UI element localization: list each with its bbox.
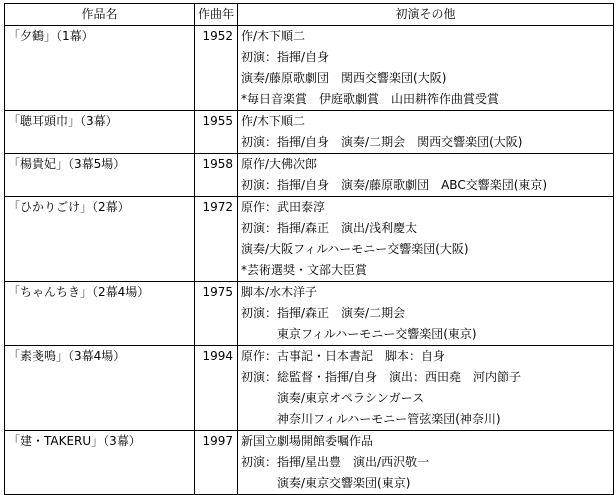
work-title: 「聴耳頭巾」（3幕） — [5, 111, 195, 154]
detail-line: 初演：総監督・指揮/自身 演出：西田堯 河内節子 — [241, 370, 522, 384]
header-title: 作品名 — [5, 4, 195, 26]
detail-line: *毎日音楽賞 伊庭歌劇賞 山田耕筰作曲賞受賞 — [241, 92, 500, 106]
detail-line: 作/木下順二 — [241, 114, 306, 128]
table-body — [5, 26, 614, 495]
detail-line: 初演：指揮/自身 演奏/藤原歌劇団 ABC交響楽団(東京) — [241, 178, 548, 192]
premiere-details — [238, 346, 614, 431]
table-row — [5, 154, 614, 197]
detail-line: 脚本/水木洋子 — [241, 285, 318, 299]
composition-year: 1975 — [195, 282, 238, 346]
detail-line: 演奏/大阪フィルハーモニー交響楽団(大阪) — [241, 242, 469, 256]
header-details: 初演その他 — [238, 4, 614, 26]
table-row — [5, 197, 614, 282]
detail-line: 初演：指揮/自身 演奏/二期会 関西交響楽団(大阪) — [241, 135, 523, 149]
table-row — [5, 431, 614, 495]
composition-year: 1952 — [195, 26, 238, 111]
header-year: 作曲年 — [195, 4, 238, 26]
table-row — [5, 282, 614, 346]
table-row — [5, 26, 614, 111]
detail-line: 初演：指揮/森正 演奏/二期会 — [241, 306, 406, 320]
work-title: 「ちゃんちき」（2幕4場） — [5, 282, 195, 346]
detail-line: 演奏/東京オペラシンガース — [277, 391, 425, 405]
detail-line: 初演：指揮/自身 — [241, 50, 330, 64]
composition-year: 1997 — [195, 431, 238, 495]
detail-line: 初演：指揮/森正 演出/浅利慶太 — [241, 221, 418, 235]
composition-year: 1958 — [195, 154, 238, 197]
premiere-details — [238, 111, 614, 154]
opera-works-table — [4, 3, 614, 495]
detail-line: 演奏/藤原歌劇団 関西交響楽団(大阪) — [241, 71, 447, 85]
work-title: 「夕鶴」（1幕） — [5, 26, 195, 111]
premiere-details — [238, 431, 614, 495]
work-title: 「ひかりごけ」（2幕） — [5, 197, 195, 282]
premiere-details — [238, 197, 614, 282]
detail-line: 原作/大佛次郎 — [241, 157, 318, 171]
table-row — [5, 346, 614, 431]
composition-year: 1955 — [195, 111, 238, 154]
detail-line: 演奏/東京交響楽団(東京) — [277, 476, 411, 490]
detail-line: 初演：指揮/星出豊 演出/西沢敬一 — [241, 455, 430, 469]
work-title: 「素戔鳴」（3幕4場） — [5, 346, 195, 431]
detail-line: 新国立劇場開館委嘱作品 — [241, 434, 374, 448]
detail-line: 原作：武田泰淳 — [241, 200, 326, 214]
header-row — [5, 4, 614, 26]
detail-line: 東京フィルハーモニー交響楽団(東京) — [277, 327, 477, 341]
detail-line: *芸術選奨・文部大臣賞 — [241, 263, 368, 277]
premiere-details — [238, 154, 614, 197]
detail-line: 神奈川フィルハーモニー管弦楽団(神奈川) — [277, 412, 501, 426]
premiere-details — [238, 26, 614, 111]
table-row — [5, 111, 614, 154]
work-title: 「建・TAKERU」（3幕） — [5, 431, 195, 495]
detail-line: 原作：古事記・日本書記 脚本：自身 — [241, 349, 446, 363]
premiere-details — [238, 282, 614, 346]
detail-line: 作/木下順二 — [241, 29, 306, 43]
composition-year: 1972 — [195, 197, 238, 282]
composition-year: 1994 — [195, 346, 238, 431]
work-title: 「楊貴妃」（3幕5場） — [5, 154, 195, 197]
